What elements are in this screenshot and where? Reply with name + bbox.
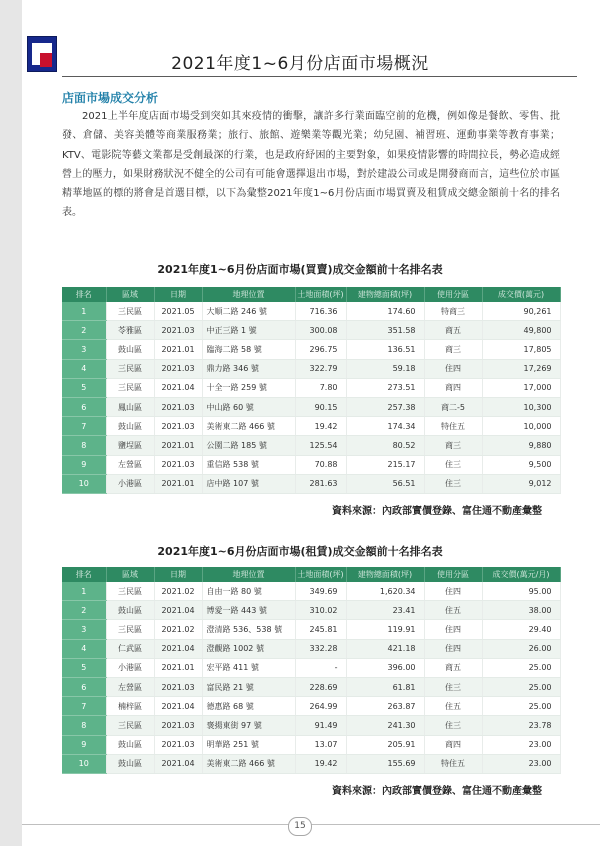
cell-district: 三民區 (106, 716, 154, 735)
cell-zoning: 住三 (424, 677, 482, 696)
cell-date: 2021.03 (154, 359, 202, 378)
cell-date: 2021.03 (154, 417, 202, 436)
table-row (62, 455, 560, 474)
cell-building-area: 241.30 (346, 716, 424, 735)
table-row (62, 735, 560, 754)
cell-district: 鼓山區 (106, 601, 154, 620)
cell-building-area: 1,620.34 (346, 582, 424, 601)
cell-district: 三民區 (106, 582, 154, 601)
cell-land-area: 91.49 (295, 716, 346, 735)
cell-rank: 6 (62, 677, 106, 696)
cell-building-area: 136.51 (346, 340, 424, 359)
cell-building-area: 119.91 (346, 620, 424, 639)
cell-location: 美術東二路 466 號 (202, 417, 295, 436)
cell-land-area: 70.88 (295, 455, 346, 474)
table-row (62, 697, 560, 716)
cell-date: 2021.02 (154, 582, 202, 601)
data-source-note: 資料來源：內政部實價登錄、富住通不動產彙整 (332, 506, 542, 517)
cell-zoning: 住三 (424, 455, 482, 474)
cell-land-area: 296.75 (295, 340, 346, 359)
cell-location: 公園二路 185 號 (202, 436, 295, 455)
cell-date: 2021.03 (154, 716, 202, 735)
col-header-location: 地理位置 (202, 567, 295, 582)
page-title: 2021年度1~6月份店面市場概況 (171, 54, 429, 74)
cell-district: 鹽埕區 (106, 436, 154, 455)
cell-rank: 8 (62, 436, 106, 455)
cell-land-area: 310.02 (295, 601, 346, 620)
cell-land-area: 332.28 (295, 639, 346, 658)
cell-price: 25.00 (482, 697, 560, 716)
cell-district: 左營區 (106, 677, 154, 696)
cell-district: 小港區 (106, 474, 154, 493)
body-paragraph: 2021上半年度店面市場受到突如其來疫情的衝擊，讓許多行業面臨空前的危機，例如像是餐飲、零售、批發、倉儲、美容美體等商業服務業；旅行、旅館、遊樂業等觀光業；幼兒園、補習班、運動事業等教育事業；KTV、電影院等藝文業都是受創最深的行業，也是政府紓困的主要對象，如果疫情影響的時間拉長，勢必造成經營上的壓力，如果財務狀況不健全的公司有可能會選擇退出市場，對於建設公司或是開發商而言，這些位於市區精華地區的標的將會是首選目標，以下為彙整2021年度1~6月份店面市場買賣及租賃成交總金額前十名的排名表。 (62, 111, 560, 219)
cell-zoning: 住四 (424, 620, 482, 639)
cell-rank: 8 (62, 716, 106, 735)
table-header-row (62, 287, 560, 302)
table-row (62, 340, 560, 359)
cell-zoning: 特住五 (424, 754, 482, 773)
cell-zoning: 特住五 (424, 417, 482, 436)
cell-date: 2021.05 (154, 302, 202, 321)
table-row (62, 321, 560, 340)
cell-location: 宏平路 411 號 (202, 658, 295, 677)
cell-rank: 5 (62, 658, 106, 677)
table-row (62, 378, 560, 397)
cell-land-area: - (295, 658, 346, 677)
cell-rank: 3 (62, 340, 106, 359)
cell-price: 17,269 (482, 359, 560, 378)
col-header-land-area: 土地面積(坪) (295, 567, 346, 582)
cell-price: 17,000 (482, 378, 560, 397)
cell-district: 楠梓區 (106, 697, 154, 716)
cell-district: 三民區 (106, 359, 154, 378)
cell-zoning: 商四 (424, 735, 482, 754)
cell-district: 鼓山區 (106, 340, 154, 359)
cell-land-area: 716.36 (295, 302, 346, 321)
cell-date: 2021.03 (154, 397, 202, 416)
cell-price: 38.00 (482, 601, 560, 620)
cell-location: 褒揚東街 97 號 (202, 716, 295, 735)
data-source-note: 資料來源：內政部實價登錄、富住通不動產彙整 (332, 786, 542, 797)
table-row (62, 417, 560, 436)
cell-zoning: 特商三 (424, 302, 482, 321)
cell-building-area: 205.91 (346, 735, 424, 754)
cell-land-area: 281.63 (295, 474, 346, 493)
cell-price: 10,000 (482, 417, 560, 436)
cell-zoning: 住四 (424, 582, 482, 601)
table-row (62, 716, 560, 735)
col-header-zoning: 使用分區 (424, 567, 482, 582)
cell-date: 2021.04 (154, 378, 202, 397)
cell-location: 澄清路 536、538 號 (202, 620, 295, 639)
cell-date: 2021.01 (154, 658, 202, 677)
cell-land-area: 228.69 (295, 677, 346, 696)
cell-building-area: 215.17 (346, 455, 424, 474)
cell-building-area: 61.81 (346, 677, 424, 696)
rent-ranking-table (62, 567, 561, 774)
section-title: 店面市場成交分析 (62, 91, 159, 105)
rent-table-title: 2021年度1~6月份店面市場(租賃)成交金額前十名排名表 (157, 545, 443, 558)
cell-rank: 7 (62, 697, 106, 716)
cell-zoning: 商三 (424, 436, 482, 455)
col-header-land-area: 土地面積(坪) (295, 287, 346, 302)
cell-zoning: 商五 (424, 321, 482, 340)
cell-rank: 9 (62, 735, 106, 754)
cell-location: 澄觀路 1002 號 (202, 639, 295, 658)
table-header-row (62, 567, 560, 582)
cell-rank: 4 (62, 359, 106, 378)
cell-rank: 1 (62, 302, 106, 321)
cell-building-area: 174.34 (346, 417, 424, 436)
cell-land-area: 322.79 (295, 359, 346, 378)
cell-rank: 5 (62, 378, 106, 397)
cell-price: 26.00 (482, 639, 560, 658)
cell-rank: 2 (62, 601, 106, 620)
cell-location: 鼎力路 346 號 (202, 359, 295, 378)
cell-building-area: 263.87 (346, 697, 424, 716)
cell-price: 23.78 (482, 716, 560, 735)
cell-date: 2021.03 (154, 321, 202, 340)
cell-district: 苓雅區 (106, 321, 154, 340)
col-header-location: 地理位置 (202, 287, 295, 302)
cell-land-area: 264.99 (295, 697, 346, 716)
cell-district: 三民區 (106, 620, 154, 639)
cell-location: 大順二路 246 號 (202, 302, 295, 321)
cell-building-area: 23.41 (346, 601, 424, 620)
cell-zoning: 商五 (424, 658, 482, 677)
cell-district: 左營區 (106, 455, 154, 474)
cell-date: 2021.01 (154, 340, 202, 359)
table-row (62, 359, 560, 378)
cell-district: 仁武區 (106, 639, 154, 658)
cell-date: 2021.03 (154, 455, 202, 474)
cell-location: 重信路 538 號 (202, 455, 295, 474)
cell-building-area: 155.69 (346, 754, 424, 773)
cell-location: 美術東二路 466 號 (202, 754, 295, 773)
cell-price: 9,880 (482, 436, 560, 455)
cell-location: 博愛一路 443 號 (202, 601, 295, 620)
cell-district: 鼓山區 (106, 754, 154, 773)
cell-rank: 6 (62, 397, 106, 416)
cell-zoning: 商四 (424, 378, 482, 397)
col-header-district: 區域 (106, 567, 154, 582)
cell-district: 三民區 (106, 302, 154, 321)
cell-land-area: 13.07 (295, 735, 346, 754)
col-header-district: 區域 (106, 287, 154, 302)
cell-rank: 2 (62, 321, 106, 340)
table-row (62, 397, 560, 416)
page-side-band (0, 0, 22, 846)
cell-rank: 7 (62, 417, 106, 436)
cell-price: 10,300 (482, 397, 560, 416)
table-row (62, 582, 560, 601)
cell-building-area: 257.38 (346, 397, 424, 416)
title-divider (62, 76, 577, 77)
cell-price: 9,500 (482, 455, 560, 474)
col-header-zoning: 使用分區 (424, 287, 482, 302)
cell-location: 富民路 21 號 (202, 677, 295, 696)
cell-zoning: 商三 (424, 340, 482, 359)
table-row (62, 436, 560, 455)
cell-zoning: 住五 (424, 601, 482, 620)
cell-location: 臨海二路 58 號 (202, 340, 295, 359)
page-number: 15 (288, 817, 312, 836)
cell-price: 23.00 (482, 754, 560, 773)
table-row (62, 620, 560, 639)
col-header-price: 成交價(萬元) (482, 287, 560, 302)
col-header-building-area: 建物總面積(坪) (346, 567, 424, 582)
col-header-rank: 排名 (62, 287, 106, 302)
cell-building-area: 351.58 (346, 321, 424, 340)
cell-date: 2021.04 (154, 697, 202, 716)
cell-date: 2021.02 (154, 620, 202, 639)
cell-zoning: 住四 (424, 639, 482, 658)
table-row (62, 639, 560, 658)
cell-date: 2021.01 (154, 474, 202, 493)
cell-rank: 4 (62, 639, 106, 658)
cell-land-area: 125.54 (295, 436, 346, 455)
cell-district: 小港區 (106, 658, 154, 677)
cell-location: 店中路 107 號 (202, 474, 295, 493)
cell-land-area: 300.08 (295, 321, 346, 340)
cell-district: 三民區 (106, 378, 154, 397)
cell-location: 中山路 60 號 (202, 397, 295, 416)
cell-rank: 10 (62, 474, 106, 493)
cell-land-area: 349.69 (295, 582, 346, 601)
cell-building-area: 421.18 (346, 639, 424, 658)
cell-date: 2021.04 (154, 601, 202, 620)
cell-price: 25.00 (482, 677, 560, 696)
cell-price: 95.00 (482, 582, 560, 601)
cell-location: 中正三路 1 號 (202, 321, 295, 340)
col-header-date: 日期 (154, 567, 202, 582)
cell-price: 49,800 (482, 321, 560, 340)
cell-zoning: 商二-5 (424, 397, 482, 416)
cell-price: 29.40 (482, 620, 560, 639)
sale-table-title: 2021年度1~6月份店面市場(買賣)成交金額前十名排名表 (157, 263, 443, 276)
cell-building-area: 56.51 (346, 474, 424, 493)
cell-date: 2021.01 (154, 436, 202, 455)
cell-building-area: 174.60 (346, 302, 424, 321)
cell-price: 25.00 (482, 658, 560, 677)
cell-district: 鼓山區 (106, 735, 154, 754)
cell-date: 2021.03 (154, 677, 202, 696)
cell-date: 2021.04 (154, 639, 202, 658)
col-header-price: 成交價(萬元/月) (482, 567, 560, 582)
cell-zoning: 住三 (424, 716, 482, 735)
cell-land-area: 245.81 (295, 620, 346, 639)
cell-rank: 3 (62, 620, 106, 639)
cell-date: 2021.03 (154, 735, 202, 754)
cell-rank: 9 (62, 455, 106, 474)
cell-building-area: 80.52 (346, 436, 424, 455)
cell-location: 十全一路 259 號 (202, 378, 295, 397)
cell-zoning: 住三 (424, 474, 482, 493)
cell-date: 2021.04 (154, 754, 202, 773)
cell-zoning: 住四 (424, 359, 482, 378)
table-row (62, 658, 560, 677)
cell-land-area: 90.15 (295, 397, 346, 416)
col-header-rank: 排名 (62, 567, 106, 582)
cell-price: 17,805 (482, 340, 560, 359)
cell-zoning: 住五 (424, 697, 482, 716)
cell-building-area: 273.51 (346, 378, 424, 397)
table-row (62, 754, 560, 773)
cell-district: 鼓山區 (106, 417, 154, 436)
table-row (62, 601, 560, 620)
cell-location: 德惠路 68 號 (202, 697, 295, 716)
table-row (62, 677, 560, 696)
cell-building-area: 59.18 (346, 359, 424, 378)
table-row (62, 302, 560, 321)
col-header-date: 日期 (154, 287, 202, 302)
cell-price: 9,012 (482, 474, 560, 493)
cell-rank: 1 (62, 582, 106, 601)
cell-price: 90,261 (482, 302, 560, 321)
cell-location: 明華路 251 號 (202, 735, 295, 754)
cell-land-area: 19.42 (295, 417, 346, 436)
table-row (62, 474, 560, 493)
sale-ranking-table (62, 287, 561, 494)
cell-district: 鳳山區 (106, 397, 154, 416)
col-header-building-area: 建物總面積(坪) (346, 287, 424, 302)
cell-land-area: 19.42 (295, 754, 346, 773)
cell-land-area: 7.80 (295, 378, 346, 397)
cell-location: 自由一路 80 號 (202, 582, 295, 601)
cell-rank: 10 (62, 754, 106, 773)
cell-building-area: 396.00 (346, 658, 424, 677)
cell-price: 23.00 (482, 735, 560, 754)
